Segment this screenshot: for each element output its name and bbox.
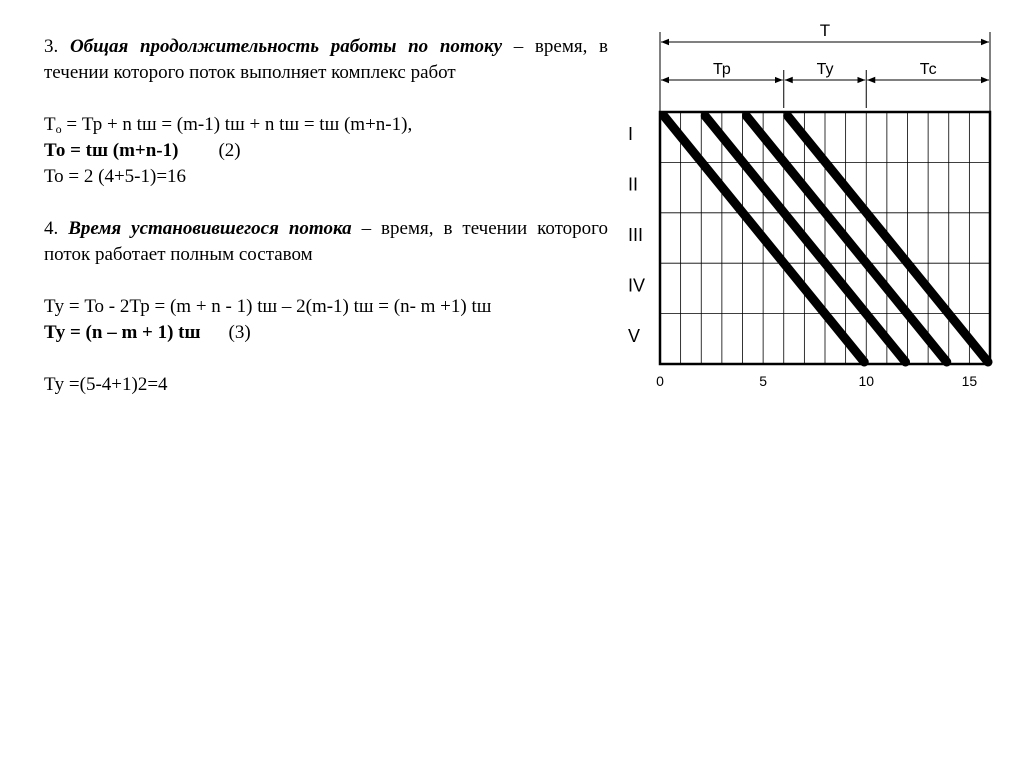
formula-2-number: (2) [218, 140, 241, 161]
row-label-3: III [628, 225, 644, 245]
flow-schedule-diagram [620, 18, 1010, 398]
item-number-4: 4. [44, 218, 59, 239]
definition-total-duration [44, 34, 608, 86]
tick-label-15: 15 [961, 373, 978, 389]
term-total-duration: Общая продолжительность работы по потоку [69, 36, 503, 57]
row-label-5: V [628, 325, 641, 346]
dim-ty-label: Ту [816, 61, 834, 78]
stream-line-1 [664, 116, 864, 362]
formula-5-bold: Ту = (n – m + 1) tш [44, 322, 201, 343]
formula-5-number: (3) [228, 322, 251, 343]
period-dimensions [660, 21, 990, 112]
formula-2-bold: То = tш (m+n-1) [44, 140, 179, 161]
term-steady-duration: Время установившегося потока [68, 218, 352, 239]
schedule-grid [660, 112, 990, 364]
dim-total-label: Т [819, 21, 831, 40]
stream-line-2 [705, 116, 905, 362]
definition-total-duration-text: – время, в течении которого поток выполняет комплекс работ [44, 36, 609, 83]
formula-6: Ту =(5-4+1)2=4 [44, 374, 168, 395]
formula-4: Ту = То - 2Тр = (m + n - 1) tш – 2(m-1) tш = (n- m +1) tш [44, 296, 492, 317]
row-labels [628, 124, 645, 346]
item-number-3: 3. [44, 36, 59, 57]
dim-tc-label: Тс [919, 61, 937, 78]
definition-steady-duration [44, 216, 608, 268]
row-label-1: I [628, 124, 634, 145]
row-label-4: IV [628, 275, 646, 296]
formula-2 [44, 138, 608, 164]
row-label-2: II [628, 174, 639, 195]
formula-5 [44, 320, 608, 346]
work-streams [664, 116, 988, 362]
stream-line-4 [788, 116, 988, 362]
formula-1: $Т_о$ = Тр + n tш = (m-1) tш + n tш = tш (m+n-1), [44, 114, 413, 136]
tick-label-0: 0 [656, 373, 664, 389]
text-block [44, 34, 608, 398]
tick-label-10: 10 [858, 373, 875, 389]
time-axis-ticks [656, 373, 977, 389]
dim-tp-label: Тр [712, 61, 731, 78]
formula-3: То = 2 (4+5-1)=16 [44, 166, 187, 187]
definition-steady-duration-text: – время, в течении которого поток работает полным составом [44, 218, 609, 265]
tick-label-5: 5 [759, 373, 768, 389]
stream-line-3 [747, 116, 947, 362]
